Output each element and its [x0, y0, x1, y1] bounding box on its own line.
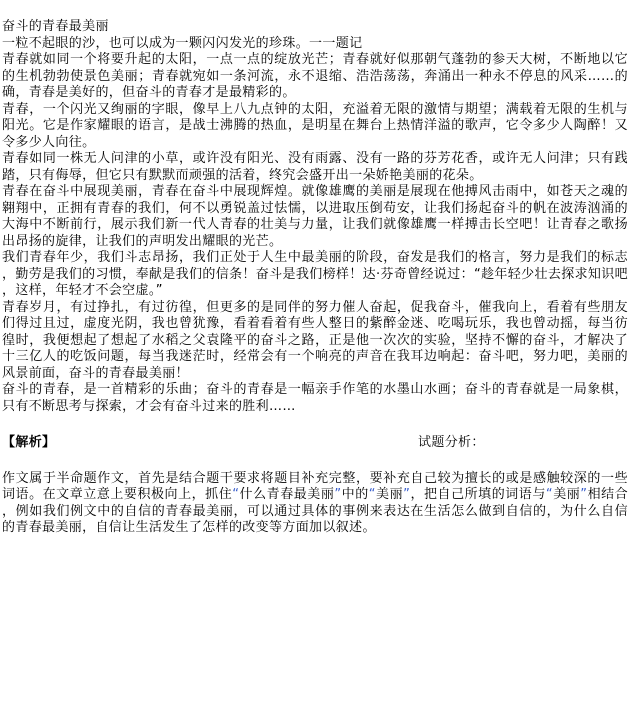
essay-epigraph: 一粒不起眼的沙，也可以成为一颗闪闪发光的珍珠。一一题记: [2, 35, 363, 51]
highlighted-quote-mark: ”: [334, 487, 342, 502]
highlighted-quote-mark: ”: [403, 487, 411, 502]
essay-paragraph-2: 青春，一个闪光又绚丽的字眼，像早上八九点钟的太阳，充溢着无限的激情与期望；满载着无限的生机与阳光。它是作家耀眼的语言，是战士沸腾的热血，是明星在舞台上热情洋溢的歌声，它令多少人陶醉！又令多少人向往。: [2, 101, 628, 150]
highlighted-quote-mark: “: [545, 487, 553, 502]
analysis-heading: 试题分析：: [418, 435, 485, 450]
essay-paragraph-7: 奋斗的青春，是一首精彩的乐曲；奋斗的青春是一幅亲手作笔的水墨山水画；奋斗的青春就是一局象棋，只有不断思考与探索，才会有奋斗过来的胜利……: [2, 382, 628, 414]
analysis-text: 作文属于半命题作文，首先是结合题干要求将题目补充完整，要补充自己较为擅长的或是感触较深的一些词语。在文章立意上要积极向上，抓住“什么青春最美丽”中的“美丽”，把自己所填的词语与“美丽”相结合，例如我们例文中的自信的青春最美丽，可以通过具体的事例来表达在生活怎么做到自信的，为什么自信的青春最美丽，自信让生活发生了怎样的改变等方面加以叙述。: [2, 470, 629, 535]
essay-paragraph-5: 我们青春年少，我们斗志昂扬，我们正处于人生中最美丽的阶段，奋发是我们的格言，努力是我们的标志，勤劳是我们的习惯，奉献是我们的信条！奋斗是我们榜样！达·芬奇曾经说过：“趁年轻少壮去探求知识吧，这样，年轻才不会空虚。”: [2, 250, 628, 298]
highlighted-quote-mark: “: [232, 487, 240, 502]
analysis-label: 【解析】: [2, 435, 56, 450]
essay-paragraph-1: 青春就如同一个将要升起的太阳，一点一点的绽放光芒；青春就好似那朝气蓬勃的参天大树，不断地以它的生机勃勃使景色美丽；青春就宛如一条河流，永不退缩、浩浩荡荡，奔涌出一种永不停息的风采……的确，青春是美好的，但奋斗的青春才是最精彩的。: [2, 52, 628, 100]
essay-paragraph-4: 青春在奋斗中展现美丽，青春在奋斗中展现辉煌。就像雄鹰的美丽是展现在他搏风击雨中，如苍天之魂的翱翔中，正拥有青春的我们，何不以勇锐盖过怯懦，以进取压倒苟安，让我们扬起奋斗的帆在波涛汹涌的大海中不断前行，展示我们新一代人青春的壮美与力量，让我们就像雄鹰一样搏击长空吧！让青春之歌扬出昂扬的旋律，让我们的声明发出耀眼的光芒。: [2, 184, 628, 249]
essay-paragraph-6: 青春岁月，有过挣扎，有过彷徨，但更多的是同伴的努力催人奋起，促我奋斗，催我向上，看着有些朋友们得过且过，虚度光阴，我也曾犹豫，看着看着有些人整日的紫醉金迷、吃喝玩乐，我也曾动摇，每当彷徨时，我便想起了想起了水稻之父袁隆平的奋斗之路，正是他一次次的实验，坚持不懈的奋斗，才解决了十三亿人的吃饭问题，每当我迷茫时，经常会有一个响亮的声音在我耳边响起：奋斗吧，努力吧，美丽的风景前面，奋斗的青春最美丽！: [2, 299, 628, 381]
highlighted-quote-mark: “: [368, 487, 376, 502]
essay-paragraph-3: 青春如同一株无人问津的小草，或许没有阳光、没有雨露、没有一路的芬芳花香，或许无人问津；只有践踏，只有侮辱，但它只有默默而顽强的活着，终究会盛开出一朵娇艳美丽的花朵。: [2, 151, 628, 183]
essay-title: 奋斗的青春最美丽: [2, 19, 109, 34]
analysis-header-row: [2, 435, 628, 452]
highlighted-quote-mark: ”: [580, 487, 588, 502]
